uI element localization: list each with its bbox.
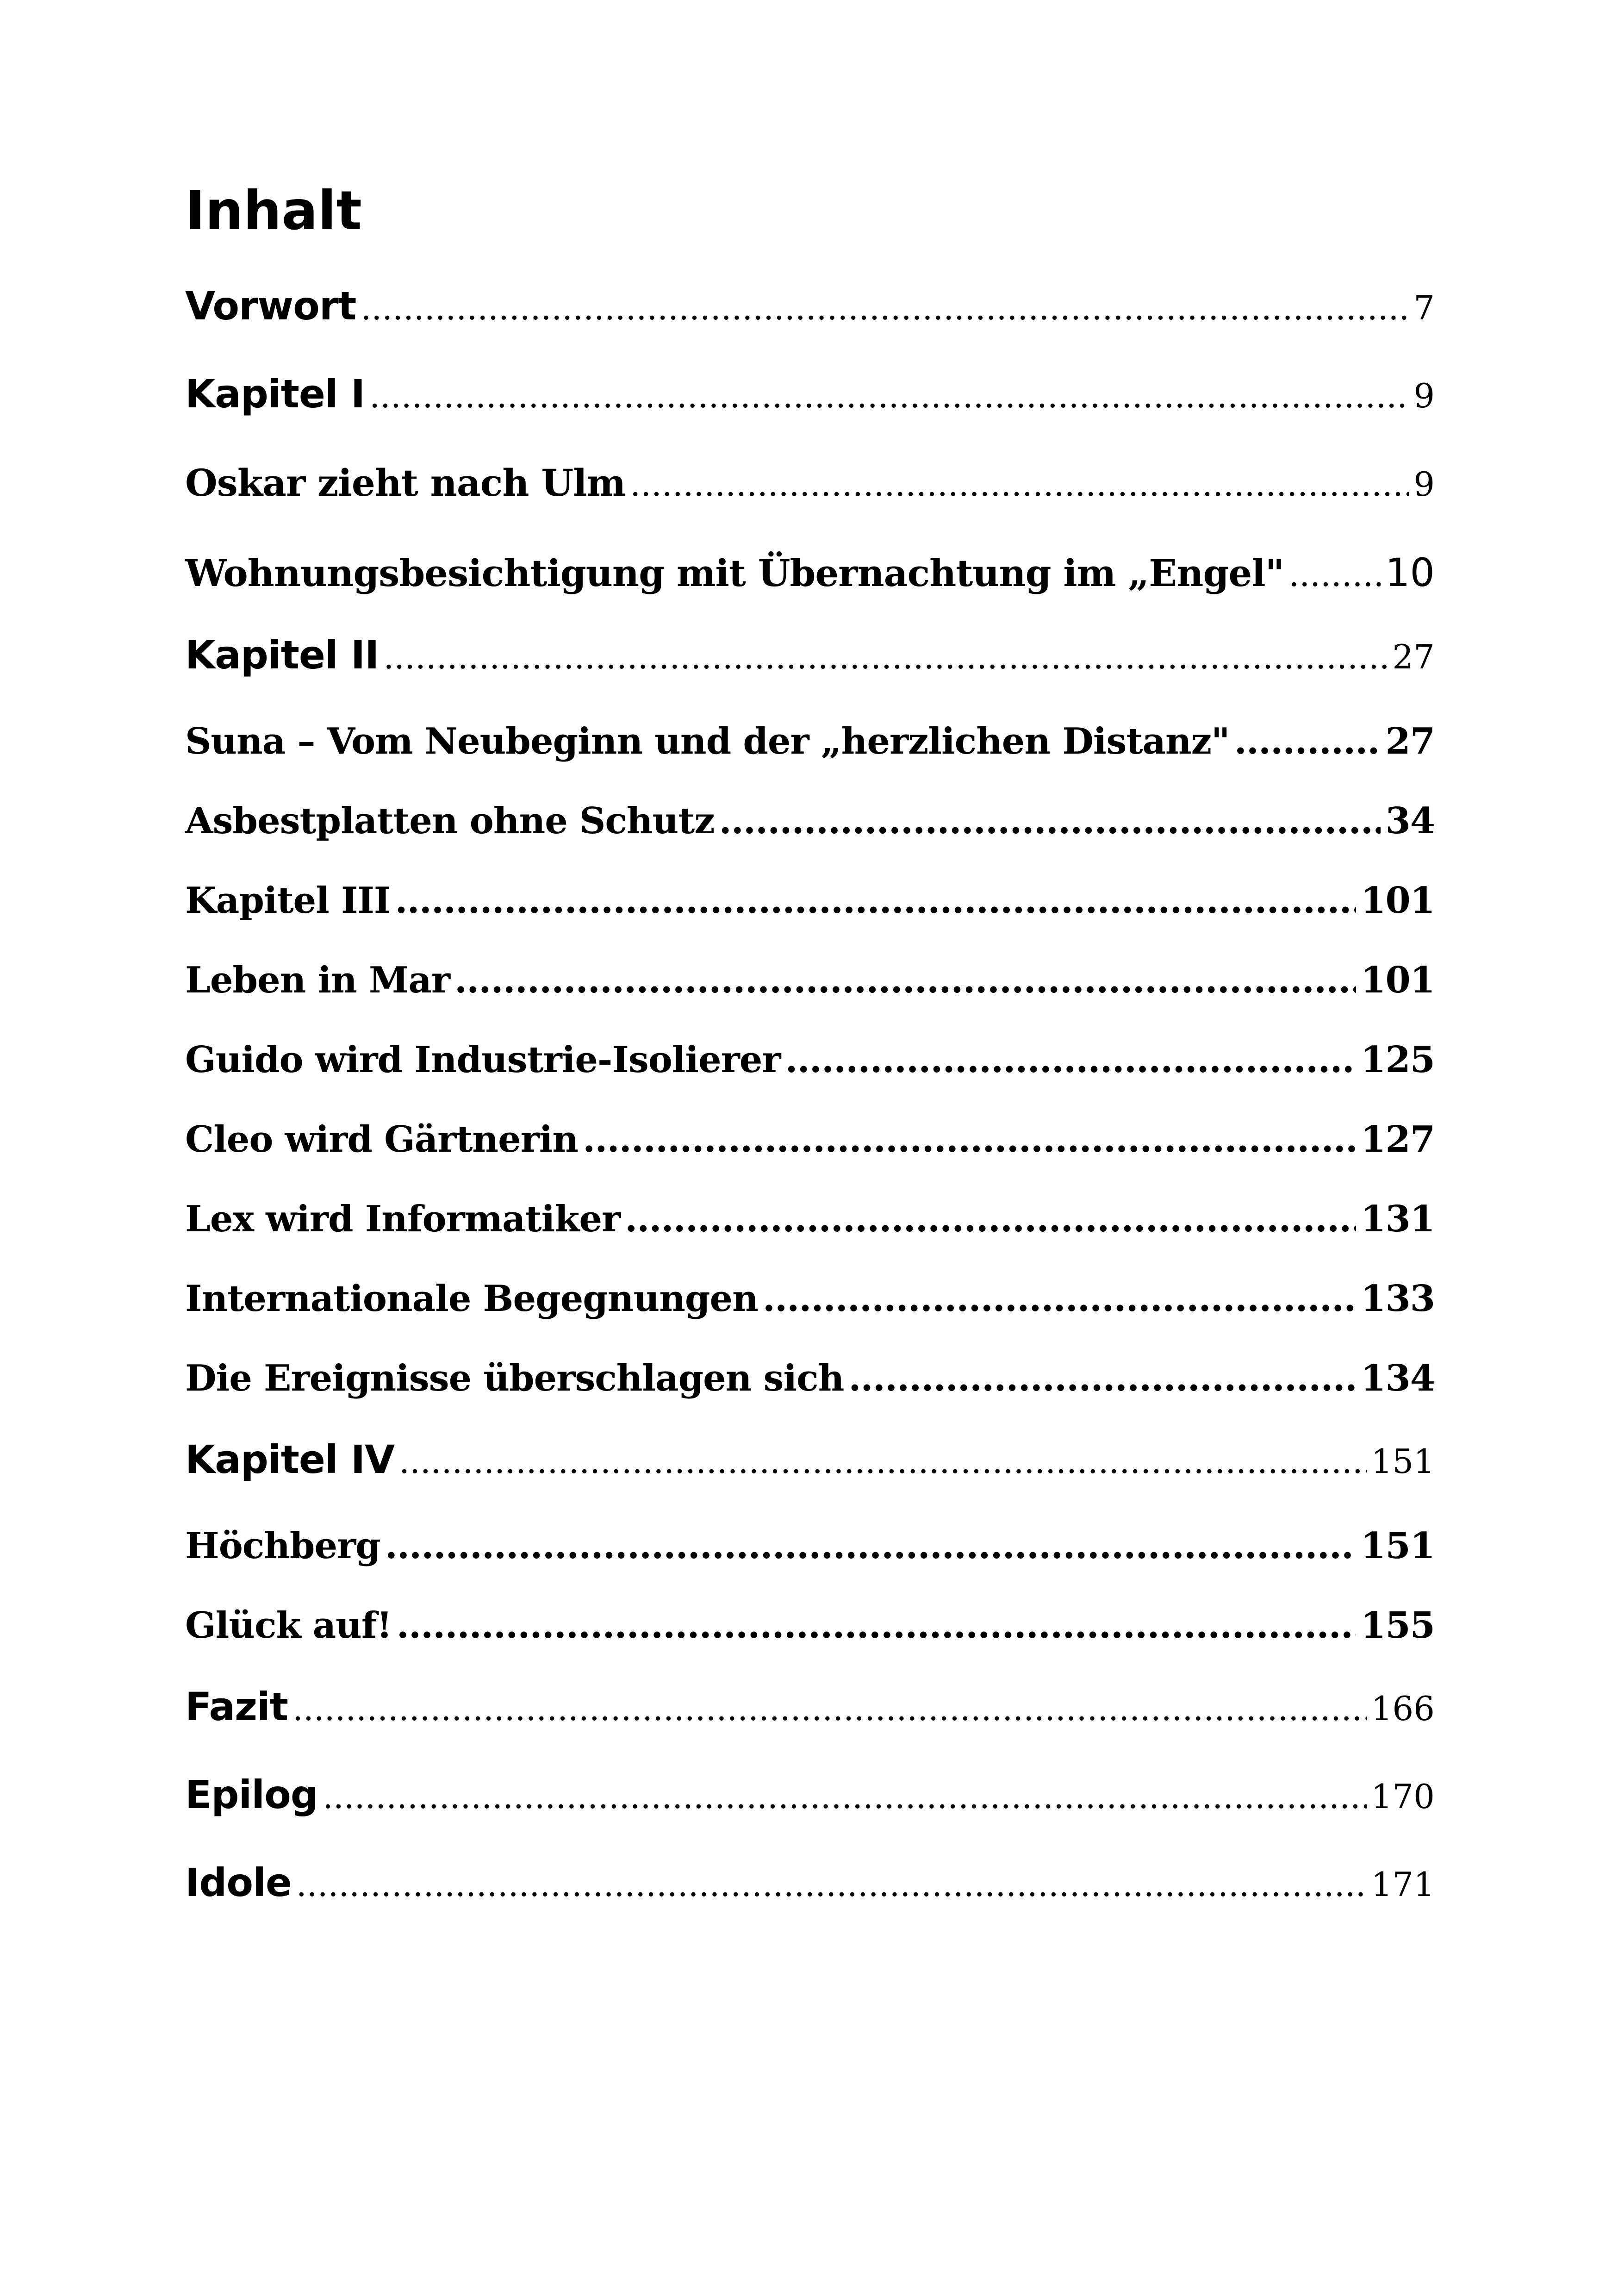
toc-entry-label: Die Ereignisse überschlagen sich (185, 1357, 844, 1399)
toc-entry-label: Epilog (185, 1772, 318, 1817)
toc-entry-label: Kapitel II (185, 632, 379, 678)
toc-entry-label: Fazit (185, 1684, 288, 1729)
toc-page-number: 170 (1371, 1777, 1435, 1816)
toc-entry-label: Kapitel III (185, 880, 391, 922)
toc-entry-label: Cleo wird Gärtnerin (185, 1118, 579, 1160)
toc-dot-leader (719, 800, 1381, 842)
toc-page-number: 10 (1385, 550, 1435, 595)
toc-entry (185, 1278, 1435, 1329)
toc-dot-leader (296, 1865, 1367, 1904)
toc-entry-label: Leben in Mar (185, 959, 450, 1001)
toc-dot-leader (630, 465, 1409, 504)
toc-dot-leader (399, 1442, 1366, 1481)
toc-dot-leader (763, 1278, 1356, 1320)
toc-entry (185, 550, 1435, 601)
toc-entry-label: Oskar zieht nach Ulm (185, 461, 626, 505)
toc-dot-leader (395, 880, 1356, 922)
toc-dot-leader (1234, 720, 1381, 762)
toc-entry (185, 1198, 1435, 1249)
toc-entry-label: Glück auf! (185, 1604, 392, 1647)
toc-page-number: 155 (1361, 1604, 1435, 1647)
toc-entry-label: Suna – Vom Neubeginn und der „herzlichen Distanz" (185, 720, 1230, 762)
toc-dot-leader (785, 1039, 1356, 1081)
toc-dot-leader (383, 637, 1388, 676)
toc-entry-label: Lex wird Informatiker (185, 1198, 621, 1240)
toc-dot-leader (361, 288, 1409, 327)
toc-page-number: 134 (1361, 1357, 1435, 1399)
toc-entry-label: Kapitel I (185, 371, 365, 417)
toc-entry (185, 461, 1435, 512)
toc-page-number: 101 (1361, 959, 1435, 1001)
toc-entry (185, 800, 1435, 851)
toc-entry (185, 1525, 1435, 1576)
toc-entry (185, 1437, 1435, 1488)
toc-page-number: 34 (1385, 800, 1435, 842)
toc-dot-leader (583, 1118, 1356, 1160)
toc-entry-label: Idole (185, 1860, 292, 1905)
toc-page-number: 9 (1413, 465, 1435, 504)
toc-entry-label: Internationale Begegnungen (185, 1278, 758, 1320)
toc-entry-label: Asbestplatten ohne Schutz (185, 800, 715, 842)
toc-page-number: 151 (1371, 1442, 1435, 1481)
toc-page-number: 9 (1413, 376, 1435, 415)
toc-dot-leader (397, 1604, 1356, 1647)
toc-page-number: 127 (1361, 1118, 1435, 1160)
toc-entry (185, 959, 1435, 1010)
toc-page-number: 7 (1413, 288, 1435, 327)
table-of-contents (185, 0, 1435, 2296)
toc-page-number: 171 (1371, 1865, 1435, 1904)
toc-entry (185, 371, 1435, 422)
toc-entry (185, 720, 1435, 771)
toc-entry-label: Kapitel IV (185, 1437, 395, 1482)
toc-dot-leader (369, 376, 1409, 415)
toc-dot-leader (454, 959, 1356, 1001)
toc-entry-label: Vorwort (185, 283, 356, 329)
toc-entry-label: Höchberg (185, 1525, 380, 1567)
page-title: Inhalt (185, 180, 362, 242)
toc-page-number: 166 (1371, 1689, 1435, 1728)
toc-entry (185, 1357, 1435, 1408)
toc-entry-label: Guido wird Industrie-Isolierer (185, 1039, 781, 1081)
toc-entry (185, 1039, 1435, 1090)
toc-page-number: 151 (1361, 1525, 1435, 1567)
toc-entry (185, 1684, 1435, 1735)
toc-dot-leader (323, 1777, 1367, 1816)
toc-page-number: 27 (1392, 637, 1435, 676)
toc-dot-leader (1288, 555, 1381, 594)
toc-dot-leader (385, 1525, 1356, 1567)
toc-dot-leader (292, 1689, 1367, 1728)
toc-entry (185, 1604, 1435, 1655)
toc-entry (185, 1772, 1435, 1823)
toc-entry (185, 632, 1435, 683)
toc-entry (185, 1118, 1435, 1169)
toc-page-number: 133 (1361, 1278, 1435, 1320)
toc-entry (185, 880, 1435, 930)
toc-page-number: 27 (1385, 720, 1435, 762)
toc-entry (185, 283, 1435, 334)
toc-dot-leader (848, 1357, 1356, 1399)
toc-page-number: 125 (1361, 1039, 1435, 1081)
toc-page-number: 131 (1361, 1198, 1435, 1240)
toc-page-number: 101 (1361, 880, 1435, 922)
toc-dot-leader (625, 1198, 1356, 1240)
toc-entry (185, 1860, 1435, 1911)
toc-entry-label: Wohnungsbesichtigung mit Übernachtung im „Engel" (185, 551, 1284, 595)
